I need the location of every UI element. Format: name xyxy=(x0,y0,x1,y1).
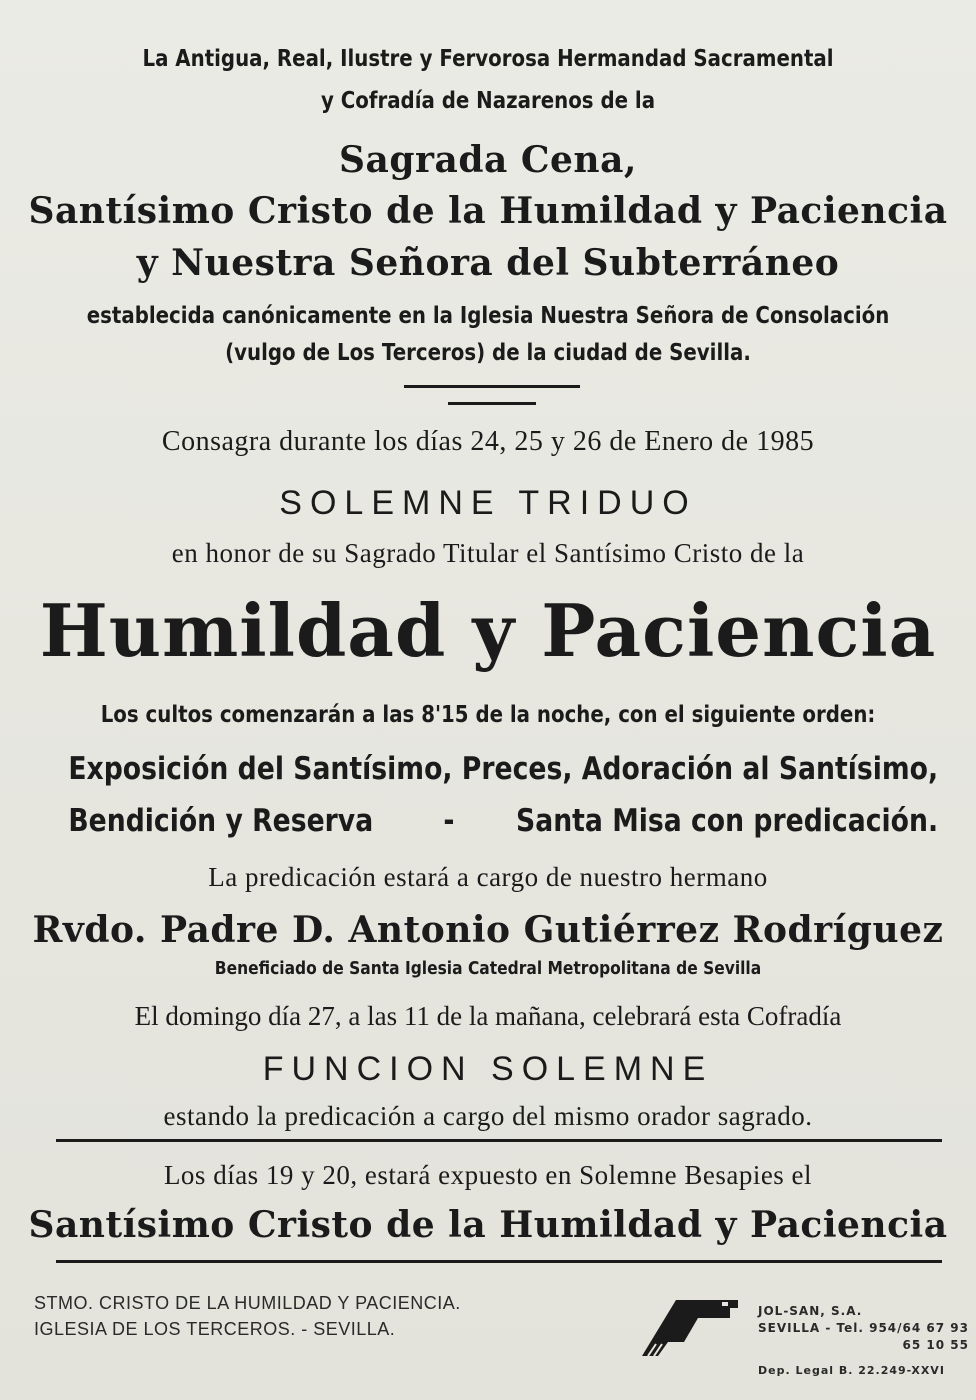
header-line-1: La Antigua, Real, Ilustre y Fervorosa Hermandad Sacramental xyxy=(142,46,834,72)
footer-left-line-1: STMO. CRISTO DE LA HUMILDAD Y PACIENCIA. xyxy=(34,1293,461,1313)
printer-phone-2: 65 10 55 xyxy=(902,1338,969,1352)
besapies-line-2: Santísimo Cristo de la Humildad y Paciencia xyxy=(28,1204,948,1246)
schedule-line: Los cultos comenzarán a las 8'15 de la noche, con el siguiente orden: xyxy=(100,702,876,728)
triduo-honor: en honor de su Sagrado Titular el Santísimo Cristo de la xyxy=(171,538,805,568)
divider-long xyxy=(404,385,580,388)
order-misa: Santa Misa con predicación. xyxy=(516,803,939,839)
title-virgen: y Nuestra Señora del Subterráneo xyxy=(136,242,840,284)
triduo-dates: Consagra durante los días 24, 25 y 26 de Enero de 1985 xyxy=(161,426,815,457)
header-line-4: (vulgo de Los Terceros) de la ciudad de Sevilla. xyxy=(225,340,751,366)
funcion-preaching: estando la predicación a cargo del mismo orador sagrado. xyxy=(163,1101,813,1131)
order-line-1: Exposición del Santísimo, Preces, Adoración al Santísimo, xyxy=(68,751,939,787)
printer-info xyxy=(758,1303,969,1379)
footer-left-line-2: IGLESIA DE LOS TERCEROS. - SEVILLA. xyxy=(34,1319,396,1339)
big-title: Humildad y Paciencia xyxy=(39,588,937,673)
footer-left xyxy=(34,1290,461,1342)
order-bendicion: Bendición y Reserva xyxy=(68,803,374,839)
divider-besapies-top xyxy=(56,1139,942,1142)
preacher-title: Beneficiado de Santa Iglesia Catedral Metropolitana de Sevilla xyxy=(214,958,762,979)
funcion-heading: FUNCION SOLEMNE xyxy=(262,1050,714,1088)
preaching-line: La predicación estará a cargo de nuestro hermano xyxy=(208,862,768,892)
printer-logo-icon xyxy=(638,1296,742,1360)
title-cristo: Santísimo Cristo de la Humildad y Paciencia xyxy=(28,190,948,232)
divider-besapies-bottom xyxy=(56,1260,942,1263)
printer-phone: SEVILLA - Tel. 954/64 67 93 xyxy=(758,1321,969,1335)
triduo-heading: SOLEMNE TRIDUO xyxy=(279,484,697,522)
order-separator: - xyxy=(443,803,455,839)
order-line-2 xyxy=(68,803,939,839)
besapies-line-1: Los días 19 y 20, estará expuesto en Solemne Besapies el xyxy=(163,1160,813,1190)
legal-deposit: Dep. Legal B. 22.249-XXVI xyxy=(758,1364,945,1377)
title-sagrada-cena: Sagrada Cena, xyxy=(339,139,637,181)
funcion-sunday: El domingo día 27, a las 11 de la mañana, celebrará esta Cofradía xyxy=(134,1001,842,1031)
header-line-3: establecida canónicamente en la Iglesia Nuestra Señora de Consolación xyxy=(86,303,890,329)
header-line-2: y Cofradía de Nazarenos de la xyxy=(320,88,656,114)
preacher-name: Rvdo. Padre D. Antonio Gutiérrez Rodríguez xyxy=(32,909,944,951)
printer-name: JOL-SAN, S.A. xyxy=(758,1304,863,1318)
divider-short xyxy=(448,402,536,405)
